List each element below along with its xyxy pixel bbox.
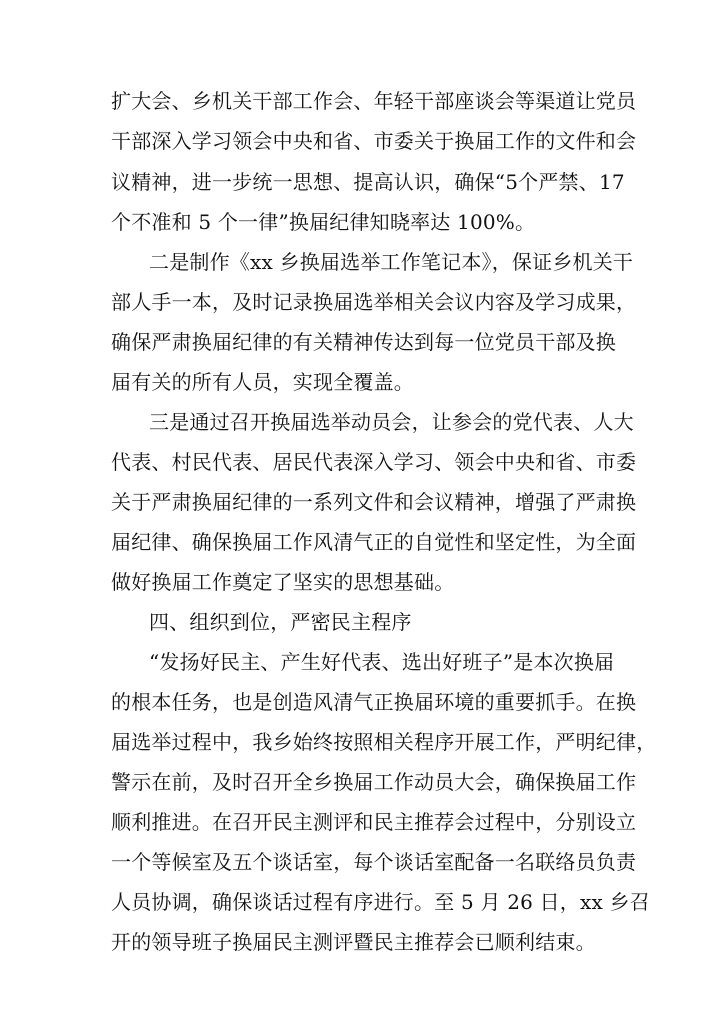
text-line: 扩大会、乡机关干部工作会、年轻干部座谈会等渠道让党员 bbox=[111, 89, 637, 113]
text-line: 关于严肃换届纪律的一系列文件和会议精神，增强了严肃换 bbox=[111, 490, 637, 514]
text-line: 届有关的所有人员，实现全覆盖。 bbox=[111, 370, 414, 394]
text-line: 的根本任务，也是创造风清气正换届环境的重要抓手。在换 bbox=[111, 690, 637, 714]
text-line: 做好换届工作奠定了坚实的思想基础。 bbox=[111, 570, 455, 594]
paragraph-start-line: 二是制作《xx 乡换届选举工作笔记本》，保证乡机关干 bbox=[149, 250, 634, 274]
paragraph-start-line: 三是通过召开换届选举动员会，让参会的党代表、人大 bbox=[149, 410, 634, 434]
text-line: 干部深入学习领会中央和省、市委关于换届工作的文件和会 bbox=[111, 129, 637, 153]
text-line: 人员协调，确保谈话过程有序进行。至 5 月 26 日，xx 乡召 bbox=[111, 890, 650, 914]
text-line: 警示在前，及时召开全乡换届工作动员大会，确保换届工作 bbox=[111, 770, 637, 794]
text-line: 届纪律、确保换届工作风清气正的自觉性和坚定性，为全面 bbox=[111, 530, 637, 554]
text-line: 一个等候室及五个谈话室，每个谈话室配备一名联络员负责 bbox=[111, 850, 637, 874]
text-line: 议精神，进一步统一思想、提高认识，确保“5个严禁、17 bbox=[111, 170, 625, 194]
text-line: 开的领导班子换届民主测评暨民主推荐会已顺利结束。 bbox=[111, 930, 596, 954]
text-line: 确保严肃换届纪律的有关精神传达到每一位党员干部及换 bbox=[111, 330, 616, 354]
text-line: 顺利推进。在召开民主测评和民主推荐会过程中，分别设立 bbox=[111, 810, 637, 834]
text-line: 届选举过程中，我乡始终按照相关程序开展工作，严明纪律， bbox=[111, 730, 657, 754]
text-line: 个不准和 5 个一律”换届纪律知晓率达 100%。 bbox=[111, 210, 536, 234]
section-heading: 四、组织到位，严密民主程序 bbox=[149, 610, 412, 634]
paragraph-start-line: “发扬好民主、产生好代表、选出好班子”是本次换届 bbox=[149, 650, 615, 674]
text-line: 部人手一本，及时记录换届选举相关会议内容及学习成果， bbox=[111, 290, 637, 314]
text-line: 代表、村民代表、居民代表深入学习、领会中央和省、市委 bbox=[111, 450, 637, 474]
